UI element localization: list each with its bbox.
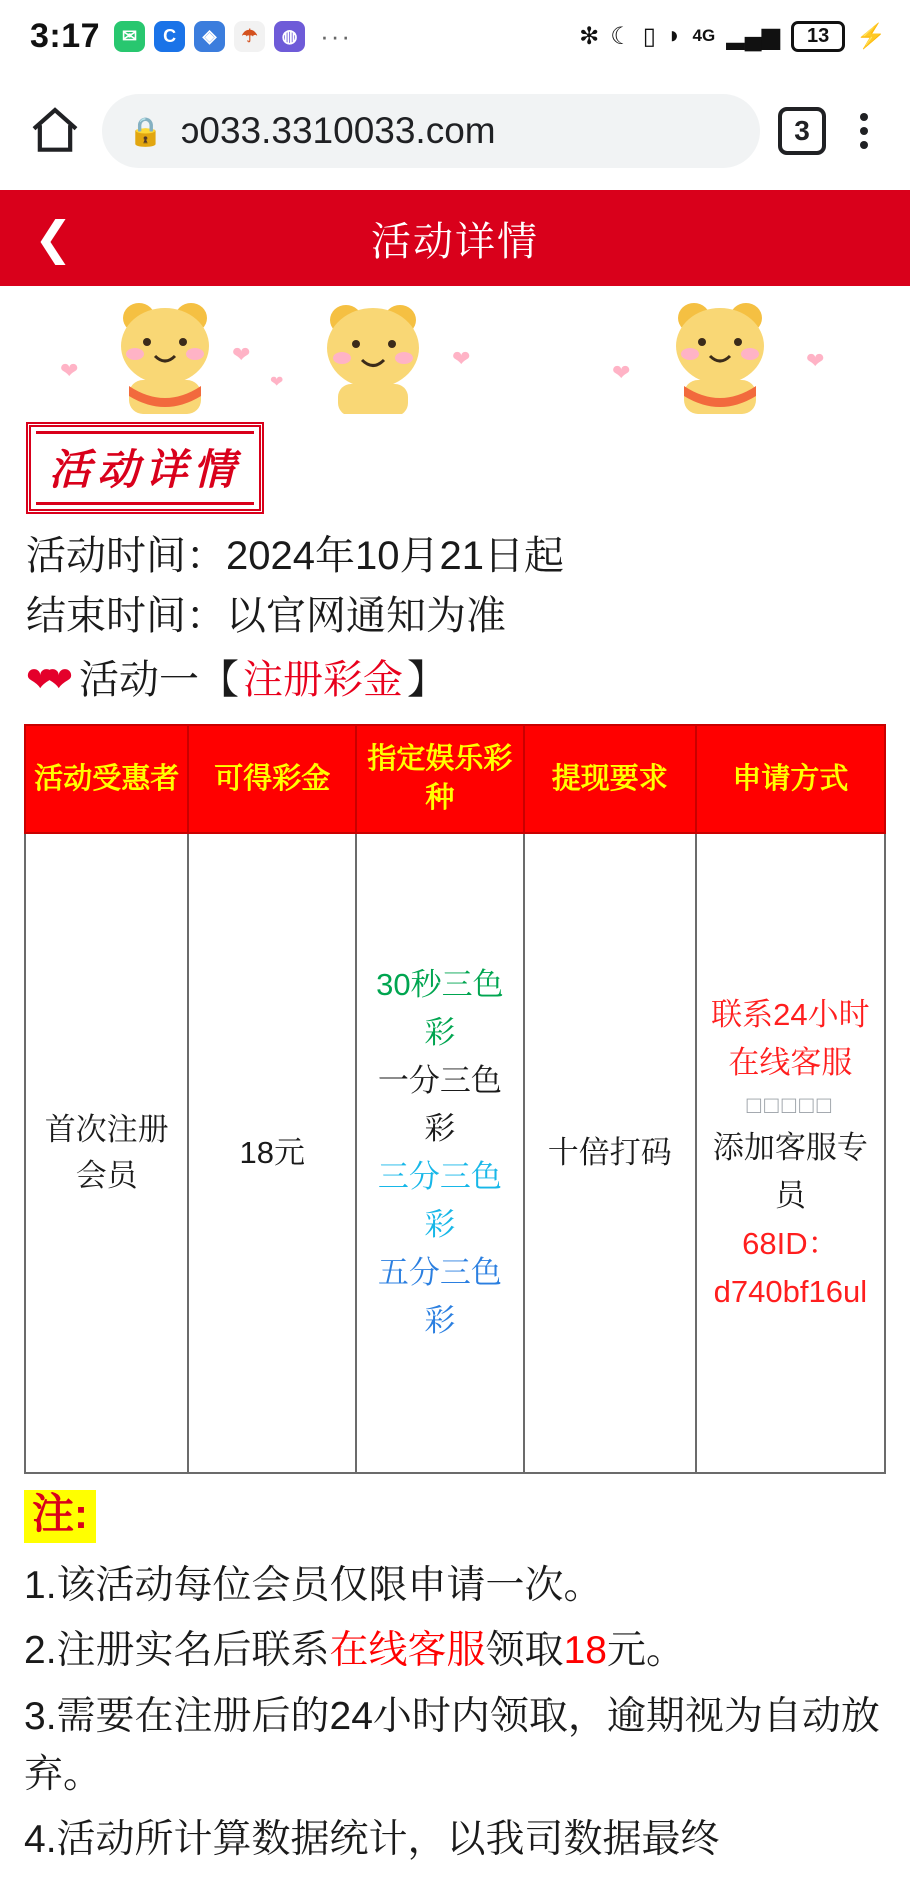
browser-toolbar — [0, 72, 910, 190]
url-bar[interactable] — [102, 94, 760, 168]
note-2-post: 元。 — [606, 1629, 685, 1673]
note-item-3: 3.需要在注册后的24小时内领取，逾期视为自动放弃。 — [24, 1695, 880, 1796]
note-label: 注: — [24, 1490, 96, 1542]
battery-badge: 13 — [791, 21, 845, 52]
activity-one-heading — [26, 650, 884, 710]
status-clock: 3:17 — [30, 16, 101, 55]
section-stamp — [0, 414, 910, 518]
apply-line-2: 在线客服 — [728, 1044, 853, 1080]
note-header — [0, 1474, 910, 1542]
hearts-icon: ❤❤ — [26, 660, 63, 699]
apply-line-3: 添加客服专员 — [712, 1129, 868, 1213]
lottery-type-3: 三分三色彩 — [377, 1159, 502, 1243]
table-header-row — [25, 725, 885, 833]
heart-icon: ❤ — [60, 358, 79, 383]
note-2-highlight-amount: 18 — [563, 1629, 607, 1673]
weather-icon: ☂ — [234, 21, 265, 52]
activity-one-prefix: 活动一【 — [78, 658, 239, 702]
home-icon[interactable] — [26, 102, 84, 160]
apply-line-4: 68ID： d740bf16ul — [713, 1225, 868, 1309]
cell-bonus: 18元 — [188, 833, 356, 1473]
column-header-bonus: 可得彩金 — [188, 725, 356, 833]
stamp-border — [26, 422, 264, 514]
status-notification-icons — [114, 21, 352, 52]
url-text: ɔ033.3310033.com — [180, 110, 496, 151]
column-header-lottery-types: 指定娱乐彩种 — [356, 725, 524, 833]
bear-illustration-right — [650, 300, 785, 414]
note-2-mid: 领取 — [485, 1629, 564, 1673]
heart-icon: ❤ — [612, 360, 631, 385]
activity-one-suffix: 】 — [406, 658, 447, 702]
bear-illustration-center — [300, 300, 440, 414]
note-2-highlight-service: 在线客服 — [329, 1629, 486, 1673]
chrome-sync-icon: C — [154, 21, 185, 52]
decorative-bear-banner — [0, 286, 910, 414]
heart-icon: ❤ — [452, 346, 471, 371]
heart-icon: ❤ — [232, 342, 251, 367]
cell-lottery-types — [356, 833, 524, 1473]
promotion-table — [24, 724, 886, 1474]
wifi-icon: ◗ — [667, 22, 682, 49]
messaging-icon: ✉ — [114, 21, 145, 52]
browser-icon: ◈ — [194, 21, 225, 52]
note-item-2 — [24, 1622, 886, 1680]
column-header-withdraw: 提现要求 — [524, 725, 696, 833]
note-item-1: 1.该活动每位会员仅限申请一次。 — [24, 1563, 603, 1607]
stamp-text: 活动详情 — [49, 445, 242, 494]
end-time-line: 结束时间：以官网通知为准 — [26, 594, 506, 638]
page-title: 活动详情 — [371, 219, 539, 264]
lottery-type-1: 30秒三色彩 — [376, 967, 504, 1051]
charging-bolt-icon: ⚡ — [856, 22, 886, 50]
column-header-apply-method: 申请方式 — [696, 725, 885, 833]
cell-apply-method — [696, 833, 885, 1473]
tab-counter-button[interactable]: 3 — [778, 107, 826, 155]
status-bar — [0, 0, 910, 72]
page-titlebar — [0, 190, 910, 286]
column-header-beneficiary: 活动受惠者 — [25, 725, 188, 833]
chat-icon: ◍ — [274, 21, 305, 52]
apply-line-1: 联系24小时 — [711, 996, 870, 1032]
event-time-block — [0, 518, 910, 710]
table-row — [25, 833, 885, 1473]
cell-beneficiary: 首次注册会员 — [25, 833, 188, 1473]
note-item-4: 4.活动所计算数据统计，以我司数据最终 — [24, 1818, 720, 1862]
cell-withdraw-requirement: 十倍打码 — [524, 833, 696, 1473]
note-2-pre: 2.注册实名后联系 — [24, 1629, 330, 1673]
lottery-type-2: 一分三色彩 — [377, 1063, 502, 1147]
more-options-icon[interactable] — [844, 113, 884, 149]
missing-glyph-boxes: □□□□□ — [746, 1091, 835, 1119]
bear-illustration-left — [95, 300, 230, 414]
activity-one-name: 注册彩金 — [242, 658, 403, 702]
back-arrow-icon[interactable]: ❮ — [34, 212, 73, 264]
note-list — [0, 1543, 910, 1870]
lottery-type-4: 五分三色彩 — [377, 1255, 502, 1339]
page-content — [0, 286, 910, 1869]
do-not-disturb-icon: ☾ — [610, 22, 632, 50]
network-type-label: 4G — [692, 26, 716, 45]
lock-icon: 🔒 — [128, 115, 163, 147]
status-system-icons — [579, 0, 886, 72]
heart-icon: ❤ — [270, 374, 284, 391]
signal-bars-icon: ▂▄▆ — [726, 22, 781, 50]
heart-icon: ❤ — [806, 348, 825, 373]
start-time-line: 活动时间：2024年10月21日起 — [26, 534, 564, 578]
vibrate-icon: ▯ — [642, 22, 656, 50]
bluetooth-icon: ✻ — [579, 22, 600, 50]
more-notifications-icon: ··· — [320, 20, 353, 51]
